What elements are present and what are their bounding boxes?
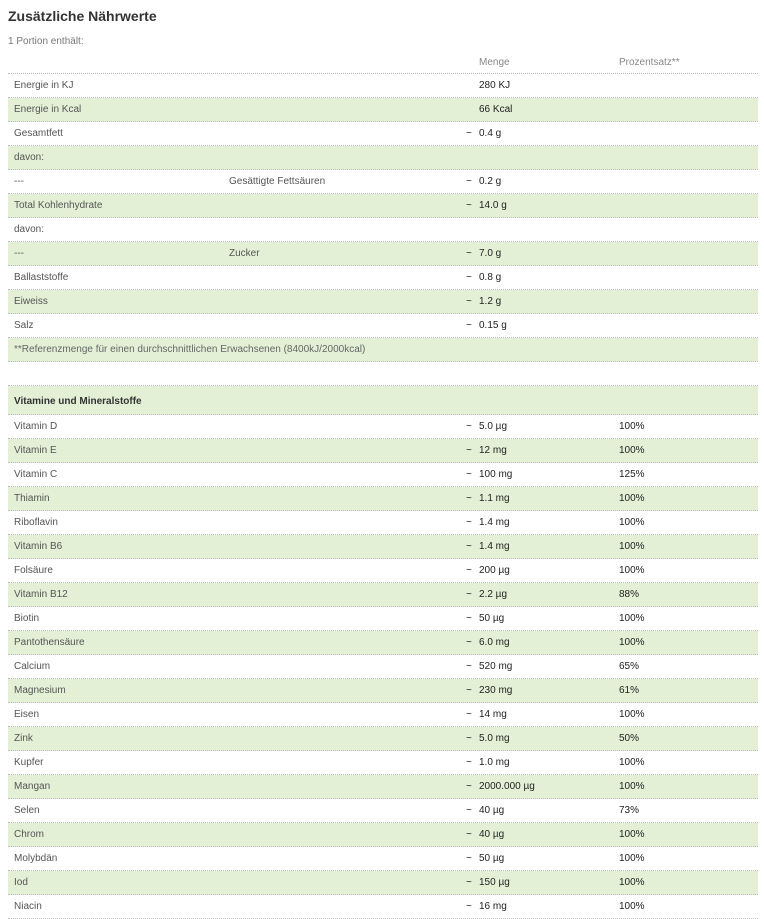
approx-sign: ~ [466, 709, 472, 720]
vitamins-minerals-table [8, 385, 758, 919]
section-header-row [8, 386, 758, 415]
nutrient-amount: 7.0 g [479, 248, 502, 259]
nutrient-amount: 0.4 g [479, 128, 502, 139]
nutrient-name: Magnesium [14, 685, 66, 696]
nutrient-amount: 1.0 mg [479, 757, 510, 768]
nutrient-name: Biotin [14, 613, 40, 624]
approx-sign: ~ [466, 541, 472, 552]
approx-sign: ~ [466, 589, 472, 600]
approx-sign: ~ [466, 733, 472, 744]
nutrient-amount: 66 Kcal [479, 104, 513, 115]
nutrient-name: Thiamin [14, 493, 50, 504]
nutrient-name: Pantothensäure [14, 637, 85, 648]
nutrient-amount: 280 KJ [479, 80, 511, 91]
nutrient-percent: 100% [619, 421, 645, 432]
approx-sign: ~ [466, 901, 472, 912]
table-row [8, 559, 758, 583]
nutrient-amount: 0.15 g [479, 320, 507, 331]
table-row [8, 895, 758, 919]
approx-sign: ~ [466, 685, 472, 696]
table-row [8, 74, 758, 98]
nutrient-subname: Zucker [229, 248, 260, 259]
approx-sign: ~ [466, 805, 472, 816]
approx-sign: ~ [466, 421, 472, 432]
approx-sign: ~ [466, 320, 472, 331]
approx-sign: ~ [466, 200, 472, 211]
nutrient-amount: 100 mg [479, 469, 513, 480]
nutrient-amount: 2000.000 µg [479, 781, 535, 792]
table-row [8, 535, 758, 559]
nutrient-percent: 100% [619, 493, 645, 504]
nutrients-table [8, 74, 758, 362]
nutrient-percent: 125% [619, 469, 645, 480]
table-row [8, 170, 758, 194]
nutrient-amount: 14 mg [479, 709, 507, 720]
nutrient-amount: 40 µg [479, 829, 505, 840]
portion-label: 1 Portion enthält: [8, 36, 84, 47]
nutrient-name: Niacin [14, 901, 42, 912]
nutrient-percent: 65% [619, 661, 640, 672]
nutrient-name: Energie in Kcal [14, 104, 82, 115]
approx-sign: ~ [466, 493, 472, 504]
nutrient-name: Iod [14, 877, 28, 888]
table-row [8, 799, 758, 823]
nutrient-percent: 73% [619, 805, 640, 816]
nutrient-percent: 100% [619, 445, 645, 456]
nutrient-amount: 50 µg [479, 853, 505, 864]
nutrient-name: Riboflavin [14, 517, 58, 528]
nutrient-name: Vitamin E [14, 445, 57, 456]
nutrient-name: Gesamtfett [14, 128, 63, 139]
column-header-prozentsatz: Prozentsatz** [619, 57, 680, 68]
table-row [8, 290, 758, 314]
approx-sign: ~ [466, 829, 472, 840]
nutrient-amount: 0.8 g [479, 272, 502, 283]
table-row [8, 194, 758, 218]
approx-sign: ~ [466, 637, 472, 648]
table-row [8, 511, 758, 535]
approx-sign: ~ [466, 248, 472, 259]
page-title: Zusätzliche Nährwerte [8, 8, 157, 24]
table-row [8, 98, 758, 122]
nutrient-name: Salz [14, 320, 34, 331]
table-row [8, 751, 758, 775]
table-row [8, 439, 758, 463]
nutrient-name: Molybdän [14, 853, 58, 864]
nutrient-percent: 100% [619, 709, 645, 720]
nutrient-amount: 50 µg [479, 613, 505, 624]
approx-sign: ~ [466, 128, 472, 139]
nutrient-amount: 230 mg [479, 685, 513, 696]
reference-note-row [8, 338, 758, 362]
nutrient-name: --- [14, 248, 24, 259]
nutrient-name: Eiweiss [14, 296, 48, 307]
nutrient-name: Vitamin B6 [14, 541, 63, 552]
nutrient-amount: 1.4 mg [479, 517, 510, 528]
nutrient-subname: Gesättigte Fettsäuren [229, 176, 326, 187]
table-row [8, 242, 758, 266]
approx-sign: ~ [466, 469, 472, 480]
nutrient-amount: 5.0 mg [479, 733, 510, 744]
nutrient-name: Selen [14, 805, 40, 816]
nutrient-percent: 100% [619, 781, 645, 792]
table-row [8, 607, 758, 631]
nutrient-percent: 100% [619, 757, 645, 768]
nutrient-percent: 100% [619, 565, 645, 576]
nutrient-name: Zink [14, 733, 33, 744]
column-header-menge: Menge [479, 57, 510, 68]
table-row [8, 146, 758, 170]
table-row [8, 122, 758, 146]
table-row [8, 679, 758, 703]
nutrient-amount: 150 µg [479, 877, 510, 888]
nutrient-amount: 1.1 mg [479, 493, 510, 504]
table-row [8, 583, 758, 607]
nutrient-name: Eisen [14, 709, 40, 720]
nutrient-name: davon: [14, 224, 45, 235]
nutrient-name: Calcium [14, 661, 51, 672]
nutrient-percent: 100% [619, 541, 645, 552]
reference-note: **Referenzmenge für einen durchschnittlichen Erwachsenen (8400kJ/2000kcal) [14, 344, 366, 355]
nutrient-amount: 16 mg [479, 901, 507, 912]
section-title: Vitamine und Mineralstoffe [14, 396, 142, 407]
nutrient-amount: 520 mg [479, 661, 513, 672]
table-row [8, 703, 758, 727]
table-row [8, 847, 758, 871]
table-row [8, 631, 758, 655]
nutrient-percent: 100% [619, 637, 645, 648]
table-row [8, 218, 758, 242]
approx-sign: ~ [466, 296, 472, 307]
nutrient-percent: 50% [619, 733, 640, 744]
approx-sign: ~ [466, 853, 472, 864]
table-row [8, 871, 758, 895]
approx-sign: ~ [466, 877, 472, 888]
table-row [8, 775, 758, 799]
nutrient-percent: 100% [619, 877, 645, 888]
nutrient-name: Ballaststoffe [14, 272, 69, 283]
nutrient-percent: 88% [619, 589, 640, 600]
nutrient-percent: 100% [619, 613, 645, 624]
nutrient-amount: 6.0 mg [479, 637, 510, 648]
approx-sign: ~ [466, 445, 472, 456]
approx-sign: ~ [466, 176, 472, 187]
table-row [8, 463, 758, 487]
nutrient-name: Kupfer [14, 757, 44, 768]
approx-sign: ~ [466, 613, 472, 624]
nutrient-amount: 2.2 µg [479, 589, 508, 600]
nutrient-percent: 100% [619, 901, 645, 912]
nutrient-name: --- [14, 176, 24, 187]
nutrient-name: Vitamin D [14, 421, 58, 432]
nutrient-amount: 5.0 µg [479, 421, 508, 432]
approx-sign: ~ [466, 272, 472, 283]
nutrient-percent: 100% [619, 517, 645, 528]
nutrient-amount: 14.0 g [479, 200, 507, 211]
approx-sign: ~ [466, 757, 472, 768]
nutrient-name: Chrom [14, 829, 45, 840]
table-row [8, 655, 758, 679]
nutrient-amount: 12 mg [479, 445, 507, 456]
nutrient-percent: 100% [619, 853, 645, 864]
nutrient-amount: 1.2 g [479, 296, 502, 307]
approx-sign: ~ [466, 781, 472, 792]
nutrient-name: Vitamin B12 [14, 589, 68, 600]
table-row [8, 314, 758, 338]
nutrient-name: Total Kohlenhydrate [14, 200, 103, 211]
table-row [8, 415, 758, 439]
nutrient-percent: 61% [619, 685, 640, 696]
nutrient-name: Energie in KJ [14, 80, 74, 91]
nutrient-amount: 1.4 mg [479, 541, 510, 552]
nutrient-amount: 200 µg [479, 565, 510, 576]
approx-sign: ~ [466, 517, 472, 528]
table-row [8, 487, 758, 511]
nutrient-percent: 100% [619, 829, 645, 840]
nutrient-amount: 40 µg [479, 805, 505, 816]
table-row [8, 823, 758, 847]
nutrient-name: Mangan [14, 781, 51, 792]
nutrient-name: Folsäure [14, 565, 53, 576]
table-row [8, 727, 758, 751]
table-row [8, 266, 758, 290]
approx-sign: ~ [466, 565, 472, 576]
approx-sign: ~ [466, 661, 472, 672]
nutrient-name: Vitamin C [14, 469, 58, 480]
nutrient-amount: 0.2 g [479, 176, 502, 187]
nutrient-name: davon: [14, 152, 45, 163]
